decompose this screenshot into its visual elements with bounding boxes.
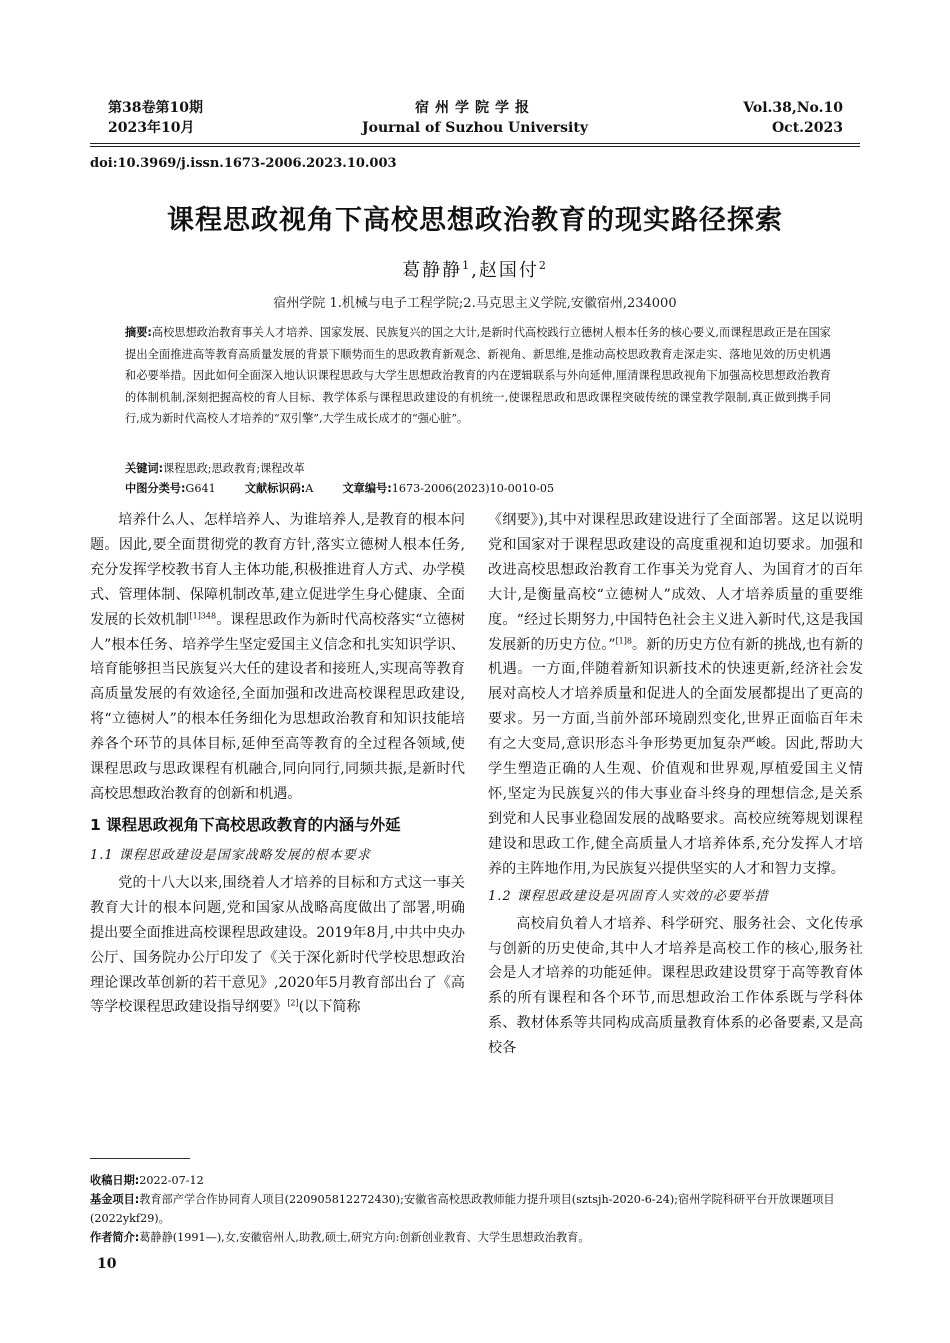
paragraph-1-1 [90,871,465,1020]
doi: doi:10.3969/j.issn.1673-2006.2023.10.003 [90,156,397,171]
author-2-mark: 2 [538,259,548,272]
paragraph-1-1-cont [488,508,863,882]
paragraph-text: 《纲要》),其中对课程思政建设进行了全面部署。这足以说明党和国家对于课程思政建设的高度重视和迫切要求。加强和改进高校思想政治教育工作事关为党育人、为国育才的百年大计,是衡量高校“立德树人”成效、人才培养质量的重要维度。“经过长期努力,中国特色社会主义进入新时代,这是我国发展新的历史方位。” [488,512,863,653]
footnote-rule [90,1158,190,1159]
paragraph-text: 。课程思政作为新时代高校落实“立德树人”根本任务、培养学生坚定爱国主义信念和扎实知识学识、培育能够担当民族复兴大任的建设者和接班人,实现高等教育高质量发展的有效途径,全面加强和改进高校课程思政建设,将“立德树人”的根本任务细化为思想政治教育和知识技能培养各个环节的具体目标,延伸至高等教育的全过程各领域,使课程思政与思政课程有机融合,同向同行,同频共振,是新时代高校思想政治教育的创新和机遇。 [90,611,465,802]
footnote-author [90,1229,860,1248]
article-number-value: 1673-2006(2023)10-0010-05 [391,482,555,495]
body-right-column [488,508,863,1061]
paragraph-text: 培养什么人、怎样培养人、为谁培养人,是教育的根本问题。因此,要全面贯彻党的教育方针,落实立德树人根本任务,充分发挥学校教书育人主体功能,积极推进育人方式、办学模式、管理体制、保障机制改革,建立促进学生身心健康、全面发展的长效机制 [90,512,465,628]
section-heading-1: 1 课程思政视角下高校思政教育的内涵与外延 [90,815,401,834]
issue-volume: 第38卷第10期 [108,100,203,116]
issue-volume-en: Vol.38,No.10 [743,100,843,116]
keywords-text: 课程思政;思政教育;课程改革 [163,462,305,475]
author-2: 赵国付 [478,260,539,281]
paragraph-text: 。新的历史方位有新的挑战,也有新的机遇。一方面,伴随着新知识新技术的快速更新,经济社会发展对高校人才培养质量和促进人的全面发展都提出了更高的要求。另一方面,当前外部环境剧烈变化,世界正面临百年未有之大变局,意识形态斗争形势更加复杂严峻。因此,帮助大学生塑造正确的人生观、价值观和世界观,厚植爱国主义情怀,坚定为民族复兴的伟大事业奋斗终身的理想信念,是关系到党和人民事业稳固发展的战略要求。高校应统筹规划课程建设和思政工作,健全高质量人才培养体系,充分发挥人才培养的主阵地作用,为民族复兴提供坚实的人才和智力支撑。 [488,636,864,877]
keywords-label: 关键词: [125,462,164,475]
abstract-label: 摘要: [125,326,152,339]
paper-title: 课程思政视角下高校思想政治教育的现实路径探索 [167,205,783,236]
clc-label: 中图分类号: [125,482,186,495]
classification [125,479,554,499]
citation-ref: [1]348 [189,610,217,620]
affiliation: 宿州学院 1.机械与电子工程学院;2.马克思主义学院,安徽宿州,234000 [273,296,677,311]
header-rule-bottom [90,146,860,147]
issue-date-en: Oct.2023 [771,120,843,136]
received-date: 2022-07-12 [139,1174,204,1187]
doc-code-label: 文献标识码: [244,482,306,495]
journal-issue-en [743,98,843,138]
citation-ref: [1]8 [615,635,632,645]
author-1: 葛静静 [402,260,463,281]
footnote-received [90,1172,860,1191]
author-bio-label: 作者简介: [90,1231,140,1244]
author-list: 葛静静$^1$,赵国付$^2$ [402,259,548,281]
clc-value: G641 [185,482,216,495]
journal-name-en: Journal of Suzhou University [362,120,588,136]
received-label: 收稿日期: [90,1174,140,1187]
footnote-fund [90,1191,860,1228]
header-rule-top [90,143,860,144]
paragraph-intro [90,508,465,807]
page-number: 10 [97,1256,117,1272]
paragraph-1-2: 高校肩负着人才培养、科学研究、服务社会、文化传承与创新的历史使命,其中人才培养是高校工作的核心,服务社会是人才培养的功能延伸。课程思政建设贯穿于高等教育体系的所有课程和各个环节,而思想政治工作体系既与学科体系、教材体系等共同构成高质量教育体系的必备要素,又是高校各 [488,915,863,1057]
subsection-heading-1-1: 1.1 课程思政建设是国家战略发展的根本要求 [90,847,371,863]
abstract-text: 高校思想政治教育事关人才培养、国家发展、民族复兴的国之大计,是新时代高校践行立德树人根本任务的核心要义,而课程思政正是在国家提出全面推进高等教育高质量发展的背景下顺势而生的思政教育新观念、新视角、新思维,是推动高校思政教育走深走实、落地见效的历史机遇和必要举措。因此如何全面深入地认识课程思政与大学生思想政治教育的内在逻辑联系与外向延伸,厘清课程思政视角下加强高校思想政治教育的体制机制,深刻把握高校的育人目标、教学体系与课程思政建设的有机统一,使课程思政和思政课程突破传统的课堂教学限制,真正做到携手同行,成为新时代高校人才培养的“双引擎”,大学生成长成才的“强心脏”。 [125,326,831,425]
doc-code-value: A [305,482,314,495]
citation-ref: [2] [287,998,299,1008]
journal-name-cn: 宿州学院学报 [415,100,535,116]
subsection-heading-1-2: 1.2 课程思政建设是巩固育人实效的必要举措 [488,888,769,904]
keywords [125,459,305,479]
issue-date: 2023年10月 [108,120,195,136]
author-bio-text: 葛静静(1991—),女,安徽宿州人,助教,硕士,研究方向:创新创业教育、大学生思想政治教育。 [139,1231,590,1244]
paragraph-text: 党的十八大以来,围绕着人才培养的目标和方式这一事关教育大计的根本问题,党和国家从战略高度做出了部署,明确提出要全面推进高校课程思政建设。2019年8月,中共中央办公厅、国务院办公厅印发了《关于深化新时代学校思想政治理论课改革创新的若干意见》,2020年5月教育部出台了《高等学校课程思政建设指导纲要》 [90,874,465,1016]
author-1-mark: 1 [462,259,472,272]
fund-text: 教育部产学合作协同育人项目(220905812272430);安徽省高校思政教师能力提升项目(sztsjh-2020-6-24);宿州学院科研平台开放课题项目(2022ykf29)。 [90,1193,835,1225]
body-left-column [90,508,465,1020]
abstract [125,322,831,430]
fund-label: 基金项目: [90,1193,140,1206]
article-number-label: 文章编号: [342,482,392,495]
paragraph-text: (以下简称 [298,999,361,1016]
